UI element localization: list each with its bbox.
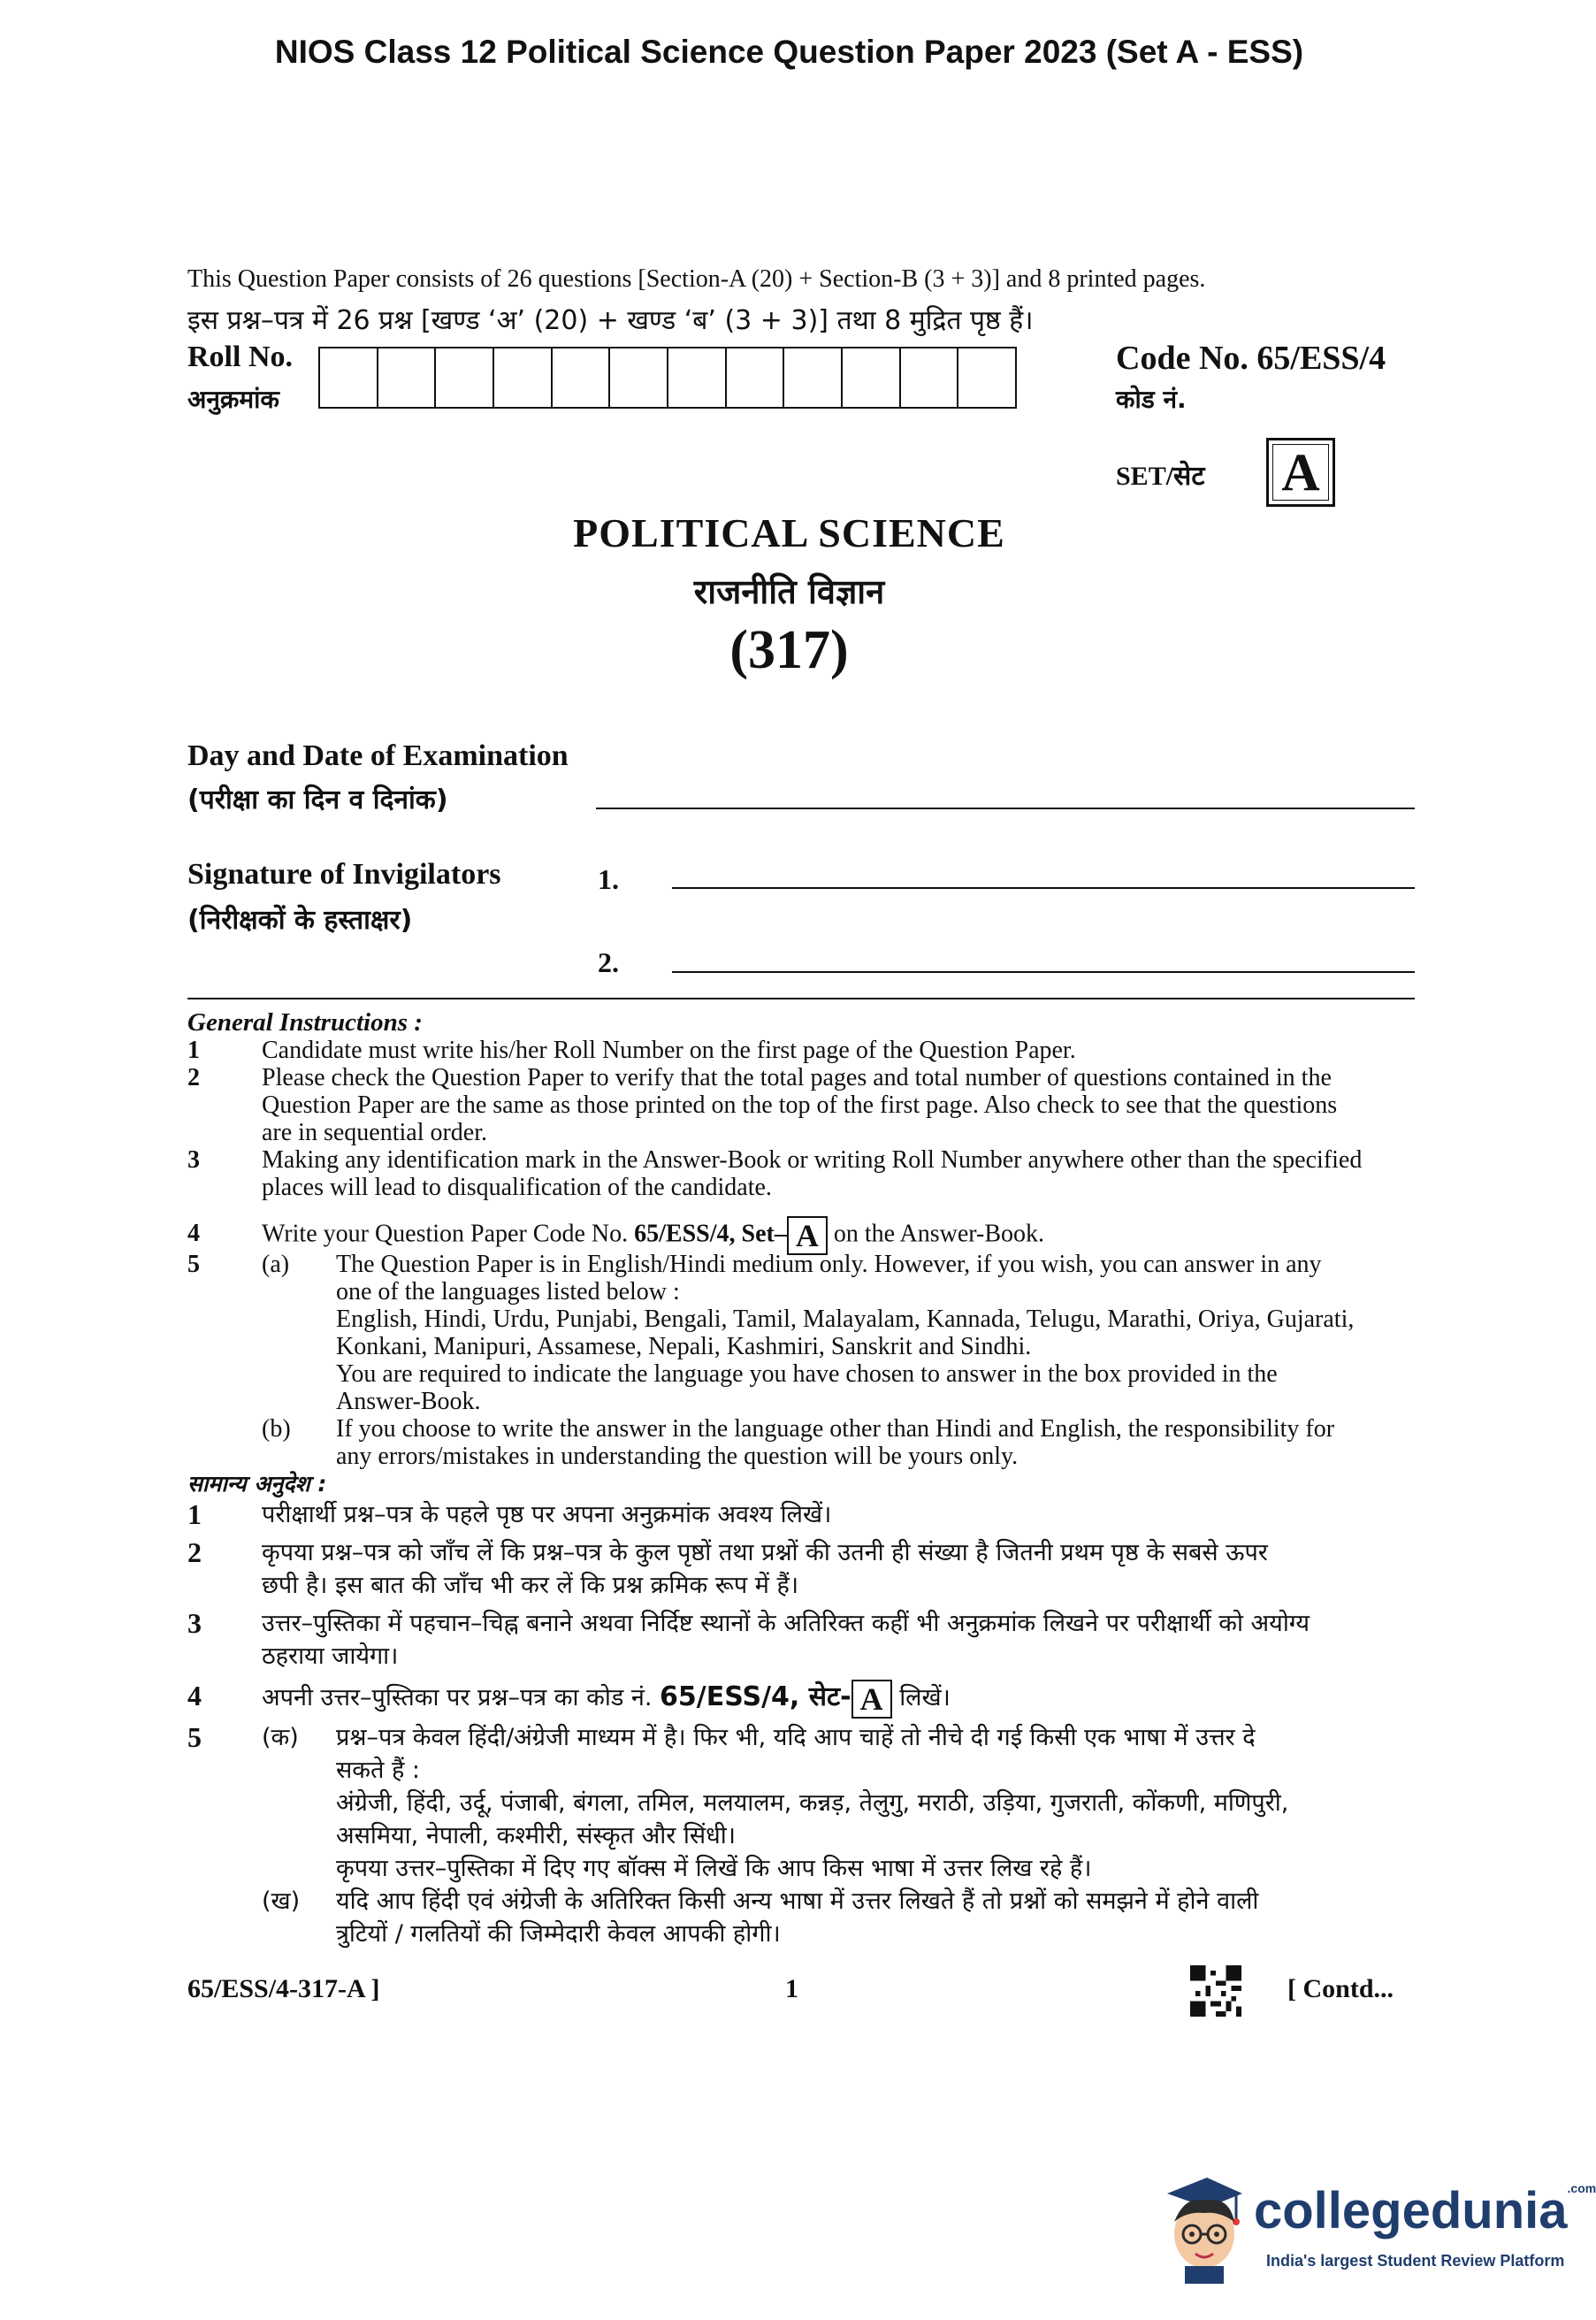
code-number: Code No. 65/ESS/4 <box>1116 340 1386 377</box>
instruction-4-post: on the Answer-Book. <box>827 1220 1045 1248</box>
instruction-number: 4 <box>187 1220 200 1248</box>
document-header-title: NIOS Class 12 Political Science Question Paper 2023 (Set A - ESS) <box>274 34 1304 70</box>
footer-page-number: 1 <box>785 1974 798 2003</box>
brand-name <box>1254 2181 1596 2240</box>
instruction-number: 2 <box>187 1536 202 1568</box>
subitem-text <box>336 1885 1258 1950</box>
instruction-item <box>187 1721 1417 1950</box>
roll-digit-cell[interactable] <box>320 348 378 407</box>
roll-digit-cell[interactable] <box>610 348 668 407</box>
roll-label-hi: अनुक्रमांक <box>187 385 279 414</box>
instruction-number: 5 <box>187 1251 200 1278</box>
instruction-number: 3 <box>187 1146 200 1174</box>
instruction-line: प्रश्न–पत्र केवल हिंदी/अंग्रेजी माध्यम में है। फिर भी, यदि आप चाहें तो नीचे दी गई किसी एक भाषा में उत्तर दे <box>336 1724 1256 1751</box>
brand-tagline: India's largest Student Review Platform <box>1266 2252 1565 2270</box>
instruction-text <box>262 1146 1362 1201</box>
exam-day-label-en: Day and Date of Examination <box>187 739 569 772</box>
samanya-4-pre: अपनी उत्तर–पुस्तिका पर प्रश्न–पत्र का कोड नं. <box>262 1684 661 1711</box>
subject-title-hi: राजनीति विज्ञान <box>693 572 885 611</box>
invigilator-number-2: 2. <box>598 946 619 978</box>
instruction-subitems <box>262 1251 1354 1470</box>
instruction-line: ठहराया जायेगा। <box>262 1642 399 1670</box>
instruction-number: 3 <box>187 1607 202 1639</box>
instruction-line: You are required to indicate the language you have chosen to answer in the box provided in the <box>336 1360 1278 1388</box>
instruction-line: Making any identification mark in the Answer-Book or writing Roll Number anywhere other than the specified <box>262 1146 1363 1174</box>
instruction-line: परीक्षार्थी प्रश्न–पत्र के पहले पृष्ठ पर अपना अनुक्रमांक अवश्य लिखें। <box>262 1501 832 1528</box>
instruction-line: सकते हैं : <box>336 1757 420 1784</box>
instruction-item <box>187 1146 1417 1201</box>
subitem-label: (a) <box>262 1251 290 1278</box>
roll-digit-cell[interactable] <box>727 348 785 407</box>
exam-day-label-hi: (परीक्षा का दिन व दिनांक) <box>187 785 448 815</box>
exam-date-line[interactable] <box>596 808 1415 809</box>
instruction-number: 1 <box>187 1037 200 1064</box>
instruction-line: असमिया, नेपाली, कश्मीरी, संस्कृत और सिंधी। <box>336 1822 736 1849</box>
instruction-line: Question Paper are the same as those printed on the top of the first page. Also check to see that the questions <box>262 1091 1338 1119</box>
instruction-text <box>262 1607 1310 1673</box>
instruction-line: उत्तर–पुस्तिका में पहचान–चिह्न बनाने अथवा निर्दिष्ट स्थानों के अतिरिक्त कहीं भी अनुक्रमांक लिखने पर परीक्षार्थी को अयोग्य <box>262 1610 1310 1637</box>
instruction-line: places will lead to disqualification of the candidate. <box>262 1174 772 1201</box>
instruction-item <box>187 1037 1417 1064</box>
general-instructions-heading: General Instructions : <box>187 1008 423 1037</box>
general-instructions-list <box>187 1037 1417 1201</box>
instruction-line: are in sequential order. <box>262 1119 488 1146</box>
instruction-item <box>187 1536 1417 1602</box>
general-instruction-4 <box>187 1216 1417 1255</box>
roll-digit-cell[interactable] <box>784 348 843 407</box>
instruction-text <box>262 1064 1337 1146</box>
brand-suffix: .com <box>1567 2181 1596 2195</box>
roll-digit-cell[interactable] <box>436 348 494 407</box>
samanya-list <box>187 1498 1417 1678</box>
roll-digit-cell[interactable] <box>958 348 1015 407</box>
instruction-item <box>187 1064 1417 1146</box>
instruction-line: त्रुटियों / गलतियों की जिम्मेदारी केवल आपकी होगी। <box>336 1920 781 1948</box>
subitem-text <box>336 1415 1334 1470</box>
instruction-line: अंग्रेजी, हिंदी, उर्दू, पंजाबी, बंगला, तमिल, मलयालम, कन्नड़, तेलुगु, मराठी, उड़िया, गुजराती, कोंकणी, मणिपुरी, <box>336 1789 1289 1817</box>
subitem-label: (b) <box>262 1415 291 1443</box>
invigilators-label-en: Signature of Invigilators <box>187 858 501 891</box>
samanya-instruction-5 <box>187 1721 1417 1950</box>
roll-digit-cell[interactable] <box>668 348 727 407</box>
invigilators-label-hi: (निरीक्षकों के हस्ताक्षर) <box>187 905 413 936</box>
instruction-line: Please check the Question Paper to verify that the total pages and total number of questions contained in the <box>262 1064 1332 1091</box>
footer-paper-code: 65/ESS/4-317-A ] <box>187 1974 380 2003</box>
brand-name-text: collegedunia <box>1254 2182 1568 2240</box>
code-label-hi: कोड नं. <box>1116 385 1187 414</box>
roll-digit-cell[interactable] <box>843 348 901 407</box>
qr-code-icon <box>1190 1965 1241 2017</box>
roll-label-en: Roll No. <box>187 341 293 373</box>
instruction-line: English, Hindi, Urdu, Punjabi, Bengali, Tamil, Malayalam, Kannada, Telugu, Marathi, Oriya, Gujarati, <box>336 1305 1355 1333</box>
subitem-text <box>336 1251 1354 1415</box>
section-divider <box>187 998 1415 999</box>
instruction-line: If you choose to write the answer in the language other than Hindi and English, the responsibility for <box>336 1415 1335 1443</box>
instruction-line: कृपया उत्तर–पुस्तिका में दिए गए बॉक्स में लिखें कि आप किस भाषा में उत्तर लिख रहे हैं। <box>336 1855 1092 1882</box>
samanya-heading: सामान्य अनुदेश : <box>187 1471 327 1497</box>
instruction-line: one of the languages listed below : <box>336 1278 680 1305</box>
instruction-item <box>187 1251 1417 1470</box>
roll-digit-cell[interactable] <box>901 348 959 407</box>
instruction-line: Candidate must write his/her Roll Number on the first page of the Question Paper. <box>262 1037 1076 1064</box>
subitem-label: (ख) <box>262 1887 301 1915</box>
samanya-instruction-4 <box>187 1677 1417 1719</box>
invigilator-signature-line-1[interactable] <box>672 887 1415 889</box>
general-instruction-5 <box>187 1251 1417 1470</box>
instruction-number: 5 <box>187 1721 202 1753</box>
instruction-line: यदि आप हिंदी एवं अंग्रेजी के अतिरिक्त किसी अन्य भाषा में उत्तर लिखते हैं तो प्रश्नों को समझने में होने वाली <box>336 1887 1259 1915</box>
instruction-item <box>187 1607 1417 1673</box>
instruction-subitem <box>262 1415 1354 1470</box>
instruction-number: 2 <box>187 1064 200 1091</box>
instruction-line: Konkani, Manipuri, Assamese, Nepali, Kashmiri, Sanskrit and Sindhi. <box>336 1333 1032 1360</box>
invigilator-signature-line-2[interactable] <box>672 971 1415 973</box>
samanya-4-code: 65/ESS/4, सेट- <box>660 1681 851 1712</box>
subitem-label: (क) <box>262 1724 299 1751</box>
instruction-text <box>262 1498 831 1531</box>
footer-contd: [ Contd... <box>1287 1974 1394 2003</box>
instruction-subitem <box>262 1885 1288 1950</box>
intro-hindi: इस प्रश्न–पत्र में 26 प्रश्न [खण्ड ‘अ’ (20) + खण्ड ‘ब’ (3 + 3)] तथा 8 मुद्रित पृष्ठ हैं। <box>187 305 1034 336</box>
set-value: A <box>1281 442 1320 502</box>
instruction-number: 4 <box>187 1680 202 1711</box>
instruction-subitem <box>262 1251 1354 1415</box>
instruction-number: 1 <box>187 1498 202 1530</box>
instruction-item <box>187 1498 1417 1531</box>
set-label: SET/सेट <box>1116 462 1205 491</box>
roll-digit-cell[interactable] <box>553 348 611 407</box>
intro-english: This Question Paper consists of 26 questions [Section-A (20) + Section-B (3 + 3)] and 8 printed pages. <box>187 265 1206 293</box>
instruction-subitems <box>262 1721 1288 1950</box>
instruction-line: कृपया प्रश्न–पत्र को जाँच लें कि प्रश्न–पत्र के कुल पृष्ठों तथा प्रश्नों की उतनी ही संख्या है जितनी प्रथम पृष्ठ के सबसे ऊपर <box>262 1539 1268 1566</box>
roll-number-boxes[interactable] <box>318 347 1017 409</box>
subject-code: (317) <box>729 620 849 680</box>
instruction-line: Answer-Book. <box>336 1388 481 1415</box>
instruction-line: any errors/mistakes in understanding the question will be yours only. <box>336 1443 1019 1470</box>
instruction-text <box>262 1037 1076 1064</box>
invigilator-number-1: 1. <box>598 863 619 895</box>
instruction-4-code: 65/ESS/4, Set– <box>634 1220 787 1248</box>
instruction-subitem <box>262 1721 1288 1885</box>
instruction-line: छपी है। इस बात की जाँच भी कर लें कि प्रश्न क्रमिक रूप में हैं। <box>262 1572 799 1599</box>
samanya-4-set-box: A <box>851 1680 892 1719</box>
student-mascot-logo <box>1158 2169 1247 2284</box>
instruction-text <box>262 1536 1268 1602</box>
set-box <box>1266 438 1335 507</box>
subitem-text <box>336 1721 1288 1885</box>
instruction-4-pre: Write your Question Paper Code No. <box>262 1220 635 1248</box>
roll-digit-cell[interactable] <box>378 348 437 407</box>
instruction-4-set-box: A <box>787 1216 828 1255</box>
subject-title-en: POLITICAL SCIENCE <box>573 510 1005 555</box>
instruction-line: The Question Paper is in English/Hindi medium only. However, if you wish, you can answer in any <box>336 1251 1322 1278</box>
samanya-4-post: लिखें। <box>891 1684 951 1711</box>
roll-digit-cell[interactable] <box>494 348 553 407</box>
